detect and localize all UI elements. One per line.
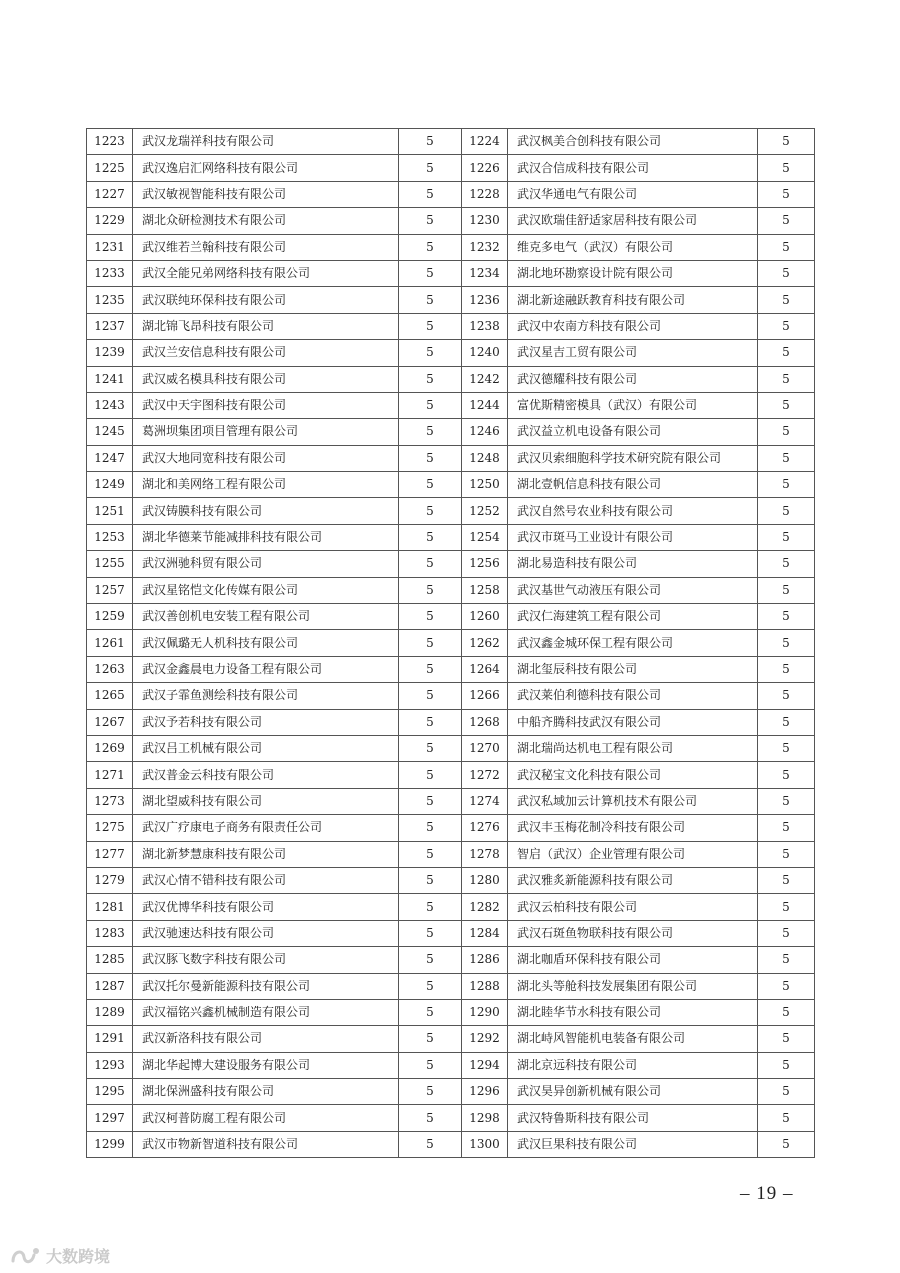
company-name-cell: 武汉市物新智道科技有限公司 — [133, 1131, 399, 1157]
score-cell: 5 — [758, 1105, 815, 1131]
page-number: – 19 – — [740, 1183, 794, 1204]
score-cell: 5 — [399, 234, 462, 260]
score-cell: 5 — [758, 181, 815, 207]
company-name-cell: 湖北京远科技有限公司 — [508, 1052, 758, 1078]
row-number-cell: 1300 — [462, 1131, 508, 1157]
score-cell: 5 — [399, 841, 462, 867]
row-number-cell: 1275 — [87, 815, 133, 841]
score-cell: 5 — [399, 630, 462, 656]
table-row — [87, 947, 815, 973]
row-number-cell: 1289 — [87, 999, 133, 1025]
score-cell: 5 — [758, 472, 815, 498]
score-cell: 5 — [399, 735, 462, 761]
row-number-cell: 1290 — [462, 999, 508, 1025]
score-cell: 5 — [758, 867, 815, 893]
company-name-cell: 武汉铸膜科技有限公司 — [133, 498, 399, 524]
company-name-cell: 湖北华起博大建设服务有限公司 — [133, 1052, 399, 1078]
company-name-cell: 湖北锦飞昂科技有限公司 — [133, 313, 399, 339]
score-cell: 5 — [758, 313, 815, 339]
table-row — [87, 894, 815, 920]
score-cell: 5 — [399, 656, 462, 682]
table-row — [87, 683, 815, 709]
row-number-cell: 1297 — [87, 1105, 133, 1131]
company-name-cell: 武汉基世气动液压有限公司 — [508, 577, 758, 603]
row-number-cell: 1240 — [462, 340, 508, 366]
company-name-cell: 武汉自然号农业科技有限公司 — [508, 498, 758, 524]
row-number-cell: 1268 — [462, 709, 508, 735]
row-number-cell: 1269 — [87, 735, 133, 761]
company-name-cell: 武汉广疗康电子商务有限责任公司 — [133, 815, 399, 841]
row-number-cell: 1258 — [462, 577, 508, 603]
table-row — [87, 735, 815, 761]
score-cell: 5 — [399, 472, 462, 498]
company-name-cell: 武汉鑫金城环保工程有限公司 — [508, 630, 758, 656]
company-name-cell: 中船齐腾科技武汉有限公司 — [508, 709, 758, 735]
table-row — [87, 762, 815, 788]
score-cell: 5 — [399, 815, 462, 841]
company-name-cell: 武汉柯普防腐工程有限公司 — [133, 1105, 399, 1131]
watermark — [10, 1244, 110, 1267]
row-number-cell: 1229 — [87, 208, 133, 234]
row-number-cell: 1252 — [462, 498, 508, 524]
company-name-cell: 武汉益立机电设备有限公司 — [508, 419, 758, 445]
row-number-cell: 1277 — [87, 841, 133, 867]
company-name-cell: 武汉佩璐无人机科技有限公司 — [133, 630, 399, 656]
row-number-cell: 1272 — [462, 762, 508, 788]
score-cell: 5 — [758, 208, 815, 234]
score-cell: 5 — [758, 683, 815, 709]
row-number-cell: 1296 — [462, 1079, 508, 1105]
score-cell: 5 — [758, 815, 815, 841]
table-row — [87, 1052, 815, 1078]
row-number-cell: 1246 — [462, 419, 508, 445]
table-row — [87, 392, 815, 418]
row-number-cell: 1281 — [87, 894, 133, 920]
row-number-cell: 1249 — [87, 472, 133, 498]
score-cell: 5 — [399, 1079, 462, 1105]
row-number-cell: 1237 — [87, 313, 133, 339]
score-cell: 5 — [399, 947, 462, 973]
row-number-cell: 1227 — [87, 181, 133, 207]
table-row — [87, 524, 815, 550]
row-number-cell: 1294 — [462, 1052, 508, 1078]
row-number-cell: 1254 — [462, 524, 508, 550]
score-cell: 5 — [758, 894, 815, 920]
company-name-cell: 武汉豚飞数字科技有限公司 — [133, 947, 399, 973]
company-name-cell: 湖北众研检测技术有限公司 — [133, 208, 399, 234]
score-cell: 5 — [758, 788, 815, 814]
score-cell: 5 — [399, 920, 462, 946]
score-cell: 5 — [758, 392, 815, 418]
company-name-cell: 湖北新途融跃教育科技有限公司 — [508, 287, 758, 313]
company-name-cell: 湖北头等舱科技发展集团有限公司 — [508, 973, 758, 999]
score-cell: 5 — [758, 419, 815, 445]
row-number-cell: 1245 — [87, 419, 133, 445]
row-number-cell: 1250 — [462, 472, 508, 498]
score-cell: 5 — [399, 208, 462, 234]
row-number-cell: 1251 — [87, 498, 133, 524]
score-cell: 5 — [758, 735, 815, 761]
row-number-cell: 1286 — [462, 947, 508, 973]
row-number-cell: 1225 — [87, 155, 133, 181]
company-name-cell: 武汉欧瑞佳舒适家居科技有限公司 — [508, 208, 758, 234]
row-number-cell: 1265 — [87, 683, 133, 709]
row-number-cell: 1257 — [87, 577, 133, 603]
company-name-cell: 武汉星吉工贸有限公司 — [508, 340, 758, 366]
row-number-cell: 1253 — [87, 524, 133, 550]
score-cell: 5 — [399, 287, 462, 313]
score-cell: 5 — [399, 1105, 462, 1131]
row-number-cell: 1228 — [462, 181, 508, 207]
score-cell: 5 — [399, 366, 462, 392]
score-cell: 5 — [399, 1131, 462, 1157]
company-name-cell: 武汉秘宝文化科技有限公司 — [508, 762, 758, 788]
company-name-cell: 武汉逸启汇网络科技有限公司 — [133, 155, 399, 181]
row-number-cell: 1239 — [87, 340, 133, 366]
table-row — [87, 129, 815, 155]
score-cell: 5 — [399, 577, 462, 603]
table-row — [87, 445, 815, 471]
row-number-cell: 1236 — [462, 287, 508, 313]
company-name-cell: 武汉雅炙新能源科技有限公司 — [508, 867, 758, 893]
table-body — [87, 129, 815, 1158]
score-cell: 5 — [399, 1026, 462, 1052]
company-name-cell: 武汉莱伯利德科技有限公司 — [508, 683, 758, 709]
score-cell: 5 — [758, 841, 815, 867]
company-name-cell: 武汉敏视智能科技有限公司 — [133, 181, 399, 207]
score-cell: 5 — [758, 551, 815, 577]
row-number-cell: 1260 — [462, 604, 508, 630]
score-cell: 5 — [399, 867, 462, 893]
score-cell: 5 — [399, 524, 462, 550]
table-row — [87, 472, 815, 498]
row-number-cell: 1242 — [462, 366, 508, 392]
table-row — [87, 815, 815, 841]
company-name-cell: 湖北易造科技有限公司 — [508, 551, 758, 577]
company-name-cell: 湖北峙风智能机电装备有限公司 — [508, 1026, 758, 1052]
company-name-cell: 武汉星铭恺文化传媒有限公司 — [133, 577, 399, 603]
company-name-cell: 武汉子霏鱼测绘科技有限公司 — [133, 683, 399, 709]
row-number-cell: 1273 — [87, 788, 133, 814]
score-cell: 5 — [399, 762, 462, 788]
company-name-cell: 湖北壹帆信息科技有限公司 — [508, 472, 758, 498]
table-row — [87, 973, 815, 999]
company-name-cell: 湖北和美网络工程有限公司 — [133, 472, 399, 498]
company-name-cell: 武汉大地同宽科技有限公司 — [133, 445, 399, 471]
watermark-logo-icon — [10, 1245, 40, 1267]
table-row — [87, 551, 815, 577]
company-name-cell: 武汉普金云科技有限公司 — [133, 762, 399, 788]
company-name-cell: 武汉洲驰科贸有限公司 — [133, 551, 399, 577]
row-number-cell: 1259 — [87, 604, 133, 630]
score-cell: 5 — [758, 1026, 815, 1052]
company-name-cell: 武汉巨果科技有限公司 — [508, 1131, 758, 1157]
row-number-cell: 1285 — [87, 947, 133, 973]
score-cell: 5 — [399, 445, 462, 471]
company-name-cell: 湖北华德莱节能减排科技有限公司 — [133, 524, 399, 550]
row-number-cell: 1278 — [462, 841, 508, 867]
company-name-cell: 武汉金鑫晨电力设备工程有限公司 — [133, 656, 399, 682]
company-name-cell: 武汉合信成科技有限公司 — [508, 155, 758, 181]
table-row — [87, 604, 815, 630]
company-name-cell: 湖北睦华节水科技有限公司 — [508, 999, 758, 1025]
score-cell: 5 — [758, 1079, 815, 1105]
score-cell: 5 — [758, 445, 815, 471]
watermark-text: 大数跨境 — [46, 1247, 111, 1266]
row-number-cell: 1293 — [87, 1052, 133, 1078]
company-name-cell: 湖北瑞尚达机电工程有限公司 — [508, 735, 758, 761]
company-name-cell: 武汉贝索细胞科学技术研究院有限公司 — [508, 445, 758, 471]
score-cell: 5 — [399, 129, 462, 155]
row-number-cell: 1295 — [87, 1079, 133, 1105]
row-number-cell: 1255 — [87, 551, 133, 577]
table-row — [87, 867, 815, 893]
score-cell: 5 — [758, 260, 815, 286]
company-name-cell: 湖北望威科技有限公司 — [133, 788, 399, 814]
company-name-cell: 武汉新洛科技有限公司 — [133, 1026, 399, 1052]
score-cell: 5 — [758, 947, 815, 973]
table-row — [87, 419, 815, 445]
table-row — [87, 287, 815, 313]
row-number-cell: 1223 — [87, 129, 133, 155]
score-cell: 5 — [399, 392, 462, 418]
score-cell: 5 — [399, 155, 462, 181]
row-number-cell: 1234 — [462, 260, 508, 286]
row-number-cell: 1243 — [87, 392, 133, 418]
score-cell: 5 — [758, 762, 815, 788]
score-cell: 5 — [758, 920, 815, 946]
row-number-cell: 1282 — [462, 894, 508, 920]
company-name-cell: 武汉石斑鱼物联科技有限公司 — [508, 920, 758, 946]
table-row — [87, 208, 815, 234]
row-number-cell: 1256 — [462, 551, 508, 577]
row-number-cell: 1283 — [87, 920, 133, 946]
table-row — [87, 1105, 815, 1131]
company-name-cell: 武汉福铭兴鑫机械制造有限公司 — [133, 999, 399, 1025]
score-cell: 5 — [758, 1052, 815, 1078]
company-name-cell: 富优斯精密模具（武汉）有限公司 — [508, 392, 758, 418]
table-row — [87, 260, 815, 286]
table-row — [87, 841, 815, 867]
company-name-cell: 武汉德耀科技有限公司 — [508, 366, 758, 392]
company-name-cell: 湖北玺辰科技有限公司 — [508, 656, 758, 682]
table-row — [87, 1026, 815, 1052]
table-row — [87, 656, 815, 682]
row-number-cell: 1279 — [87, 867, 133, 893]
score-cell: 5 — [399, 999, 462, 1025]
score-cell: 5 — [758, 604, 815, 630]
row-number-cell: 1233 — [87, 260, 133, 286]
score-cell: 5 — [758, 973, 815, 999]
row-number-cell: 1264 — [462, 656, 508, 682]
table-row — [87, 498, 815, 524]
row-number-cell: 1288 — [462, 973, 508, 999]
row-number-cell: 1292 — [462, 1026, 508, 1052]
company-name-cell: 武汉龙瑞祥科技有限公司 — [133, 129, 399, 155]
row-number-cell: 1238 — [462, 313, 508, 339]
row-number-cell: 1271 — [87, 762, 133, 788]
score-cell: 5 — [758, 155, 815, 181]
score-cell: 5 — [758, 709, 815, 735]
table-row — [87, 630, 815, 656]
table-row — [87, 709, 815, 735]
score-cell: 5 — [399, 709, 462, 735]
table-row — [87, 340, 815, 366]
score-cell: 5 — [399, 498, 462, 524]
score-cell: 5 — [758, 287, 815, 313]
company-name-cell: 武汉中农南方科技有限公司 — [508, 313, 758, 339]
table-row — [87, 181, 815, 207]
company-name-cell: 武汉仁海建筑工程有限公司 — [508, 604, 758, 630]
row-number-cell: 1299 — [87, 1131, 133, 1157]
score-cell: 5 — [399, 1052, 462, 1078]
row-number-cell: 1298 — [462, 1105, 508, 1131]
score-cell: 5 — [758, 577, 815, 603]
company-name-cell: 湖北保洲盛科技有限公司 — [133, 1079, 399, 1105]
company-name-cell: 武汉云柏科技有限公司 — [508, 894, 758, 920]
company-name-cell: 武汉优博华科技有限公司 — [133, 894, 399, 920]
row-number-cell: 1267 — [87, 709, 133, 735]
company-name-cell: 武汉中天宇图科技有限公司 — [133, 392, 399, 418]
table-row — [87, 234, 815, 260]
table-row — [87, 1079, 815, 1105]
company-name-cell: 武汉私域加云计算机技术有限公司 — [508, 788, 758, 814]
company-name-cell: 武汉驰速达科技有限公司 — [133, 920, 399, 946]
score-cell: 5 — [758, 1131, 815, 1157]
row-number-cell: 1226 — [462, 155, 508, 181]
company-name-cell: 武汉市斑马工业设计有限公司 — [508, 524, 758, 550]
table-row — [87, 920, 815, 946]
company-name-cell: 湖北咖盾环保科技有限公司 — [508, 947, 758, 973]
table-row — [87, 366, 815, 392]
score-cell: 5 — [399, 260, 462, 286]
company-name-cell: 智启（武汉）企业管理有限公司 — [508, 841, 758, 867]
row-number-cell: 1244 — [462, 392, 508, 418]
company-name-cell: 湖北新梦慧康科技有限公司 — [133, 841, 399, 867]
table-row — [87, 1131, 815, 1157]
company-name-cell: 武汉华通电气有限公司 — [508, 181, 758, 207]
company-name-cell: 武汉枫美合创科技有限公司 — [508, 129, 758, 155]
table-row — [87, 155, 815, 181]
row-number-cell: 1224 — [462, 129, 508, 155]
score-cell: 5 — [758, 498, 815, 524]
row-number-cell: 1284 — [462, 920, 508, 946]
score-cell: 5 — [399, 683, 462, 709]
company-name-cell: 武汉兰安信息科技有限公司 — [133, 340, 399, 366]
table-row — [87, 999, 815, 1025]
table-row — [87, 577, 815, 603]
score-cell: 5 — [758, 524, 815, 550]
row-number-cell: 1276 — [462, 815, 508, 841]
score-cell: 5 — [758, 999, 815, 1025]
score-cell: 5 — [399, 340, 462, 366]
company-name-cell: 武汉维若兰翰科技有限公司 — [133, 234, 399, 260]
row-number-cell: 1263 — [87, 656, 133, 682]
company-name-cell: 武汉全能兄弟网络科技有限公司 — [133, 260, 399, 286]
row-number-cell: 1291 — [87, 1026, 133, 1052]
row-number-cell: 1280 — [462, 867, 508, 893]
score-cell: 5 — [758, 234, 815, 260]
score-cell: 5 — [758, 366, 815, 392]
company-score-table — [86, 128, 815, 1158]
company-name-cell: 武汉丰玉梅花制冷科技有限公司 — [508, 815, 758, 841]
company-name-cell: 葛洲坝集团项目管理有限公司 — [133, 419, 399, 445]
score-cell: 5 — [399, 788, 462, 814]
score-cell: 5 — [399, 551, 462, 577]
company-name-cell: 湖北地环勘察设计院有限公司 — [508, 260, 758, 286]
table-row — [87, 313, 815, 339]
score-cell: 5 — [399, 181, 462, 207]
row-number-cell: 1266 — [462, 683, 508, 709]
row-number-cell: 1287 — [87, 973, 133, 999]
score-cell: 5 — [758, 630, 815, 656]
company-name-cell: 武汉昊异创新机械有限公司 — [508, 1079, 758, 1105]
table-row — [87, 788, 815, 814]
row-number-cell: 1232 — [462, 234, 508, 260]
score-cell: 5 — [399, 604, 462, 630]
row-number-cell: 1231 — [87, 234, 133, 260]
company-name-cell: 武汉予若科技有限公司 — [133, 709, 399, 735]
row-number-cell: 1270 — [462, 735, 508, 761]
row-number-cell: 1230 — [462, 208, 508, 234]
score-cell: 5 — [399, 313, 462, 339]
score-cell: 5 — [399, 894, 462, 920]
score-cell: 5 — [399, 419, 462, 445]
score-cell: 5 — [399, 973, 462, 999]
row-number-cell: 1261 — [87, 630, 133, 656]
row-number-cell: 1241 — [87, 366, 133, 392]
company-name-cell: 武汉善创机电安装工程有限公司 — [133, 604, 399, 630]
company-name-cell: 武汉特鲁斯科技有限公司 — [508, 1105, 758, 1131]
company-name-cell: 武汉心情不错科技有限公司 — [133, 867, 399, 893]
row-number-cell: 1274 — [462, 788, 508, 814]
company-name-cell: 武汉威名模具科技有限公司 — [133, 366, 399, 392]
company-name-cell: 维克多电气（武汉）有限公司 — [508, 234, 758, 260]
row-number-cell: 1247 — [87, 445, 133, 471]
row-number-cell: 1248 — [462, 445, 508, 471]
company-name-cell: 武汉托尔曼新能源科技有限公司 — [133, 973, 399, 999]
score-cell: 5 — [758, 129, 815, 155]
score-cell: 5 — [758, 656, 815, 682]
score-cell: 5 — [758, 340, 815, 366]
row-number-cell: 1262 — [462, 630, 508, 656]
row-number-cell: 1235 — [87, 287, 133, 313]
company-name-cell: 武汉联纯环保科技有限公司 — [133, 287, 399, 313]
company-name-cell: 武汉吕工机械有限公司 — [133, 735, 399, 761]
